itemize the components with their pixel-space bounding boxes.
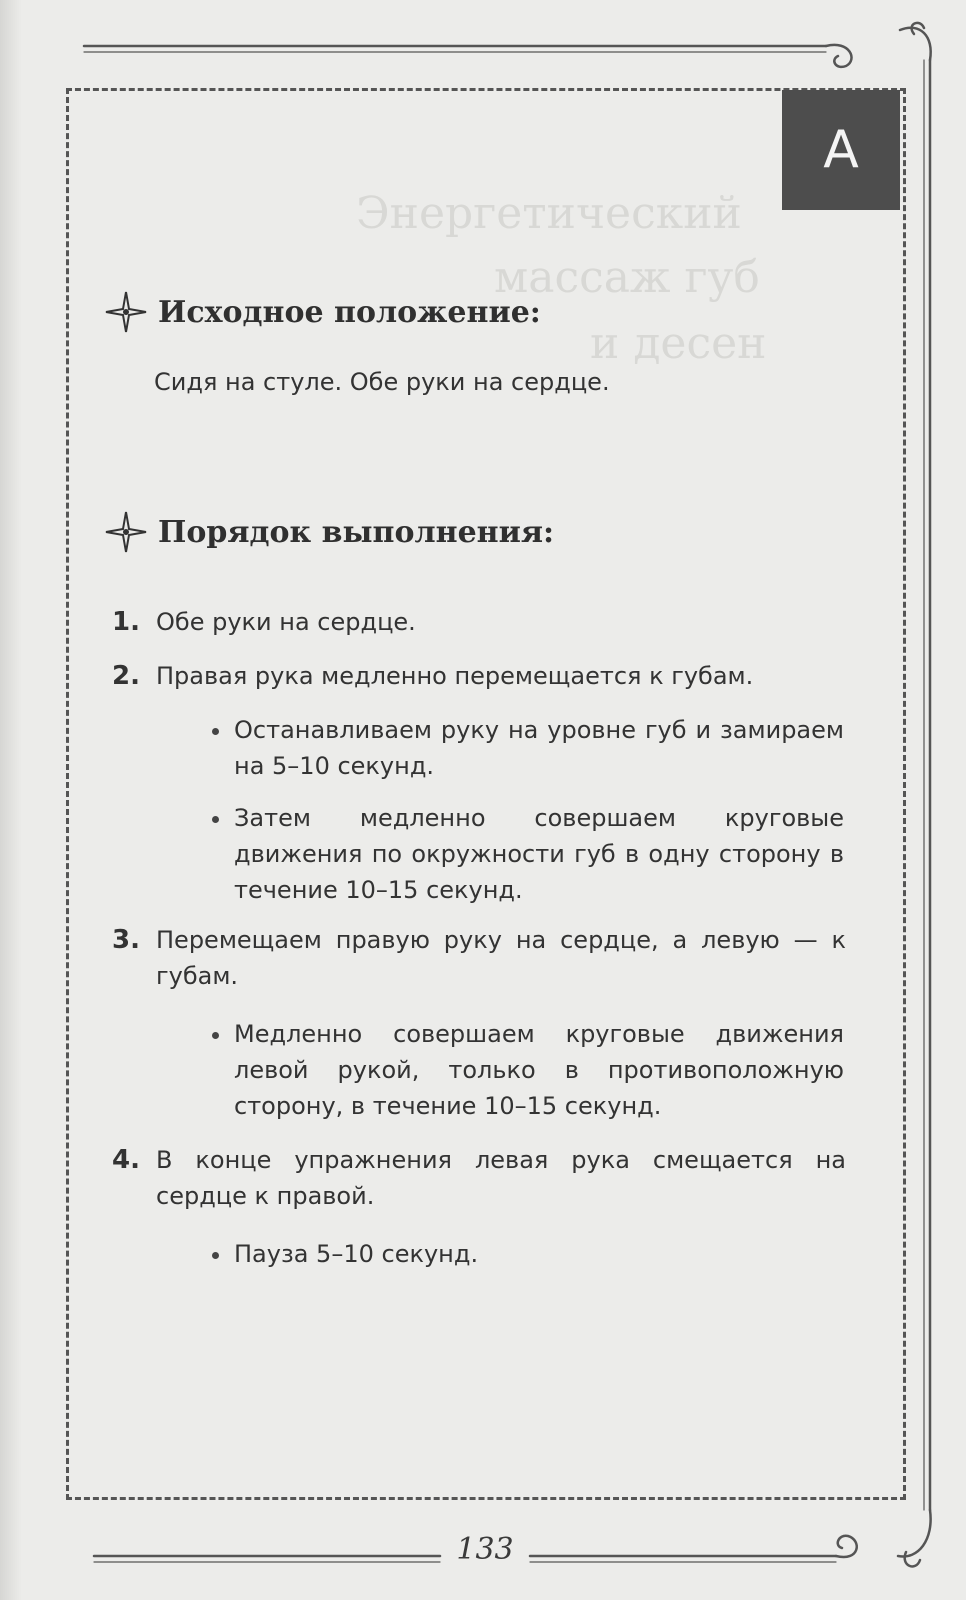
section-letter: А (823, 120, 859, 180)
step-text: В конце упражнения левая рука смещается на сердце к правой. (156, 1146, 846, 1210)
star-ornament-icon (104, 510, 148, 554)
bullet-dot (212, 1032, 219, 1039)
step-number: 4. (112, 1145, 140, 1175)
step-text: Перемещаем правую руку на сердце, а левую — к губам. (156, 926, 846, 990)
page-number: 133 (456, 1532, 514, 1567)
step-number: 2. (112, 661, 140, 691)
step-number: 3. (112, 925, 140, 955)
bullet-dot (212, 728, 219, 735)
star-ornament-icon (104, 290, 148, 334)
step-text: Правая рука медленно перемещается к губам. (156, 662, 754, 690)
heading-procedure-text: Порядок выполнения: (158, 514, 555, 550)
bullet-text: Останавливаем руку на уровне губ и замираем на 5–10 секунд. (234, 716, 844, 780)
starting-position-text: Сидя на стуле. Обе руки на сердце. (154, 368, 610, 396)
step-number: 1. (112, 607, 140, 637)
heading-procedure (104, 510, 554, 554)
bullet-dot (212, 1252, 219, 1259)
bullet-dot (212, 816, 219, 823)
step-text: Обе руки на сердце. (156, 608, 416, 636)
bullet-text: Пауза 5–10 секунд. (234, 1240, 479, 1268)
ghost-title-line2: массаж губ (494, 252, 760, 303)
bullet-text: Медленно совершаем круговые движения левой рукой, только в противоположную сторону, в течение 10–15 секунд. (234, 1020, 844, 1120)
section-letter-tab (782, 90, 900, 210)
heading-starting-position-text: Исходное положение: (158, 294, 541, 330)
heading-starting-position (104, 290, 541, 334)
ghost-title-line3: и десен (590, 318, 767, 369)
ghost-title-line1: Энергетический (356, 188, 742, 239)
bullet-text: Затем медленно совершаем круговые движения по окружности губ в одну сторону в течение 10–15 секунд. (234, 804, 844, 904)
